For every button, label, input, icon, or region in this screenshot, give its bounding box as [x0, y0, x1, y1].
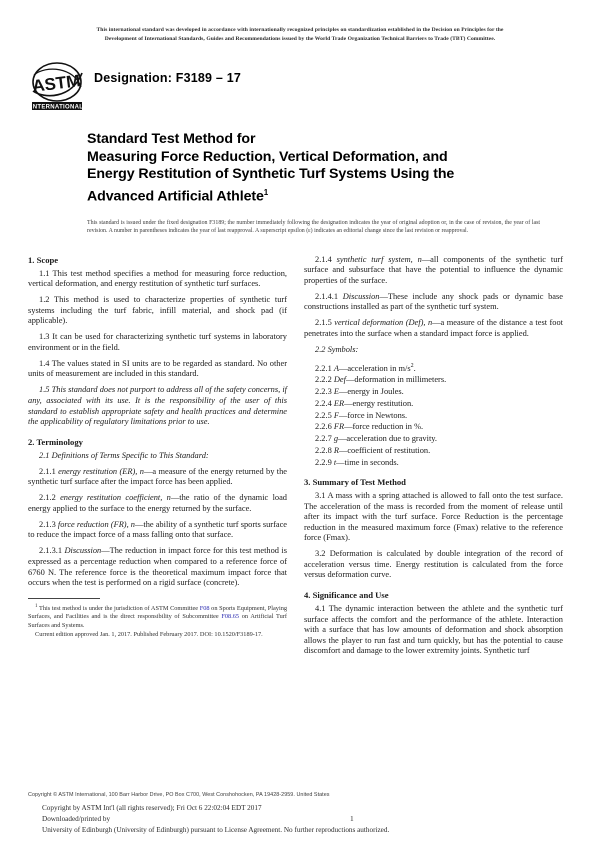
heading-section-4: 4. Significance and Use	[304, 589, 389, 600]
watermark-line-1: Copyright by ASTM Int'l (all rights reserved); Fri Oct 6 22:02:04 EDT 2017	[42, 804, 262, 812]
symbol-definition: —force reduction in %.	[344, 422, 424, 432]
page-footer	[28, 791, 572, 836]
symbol-tail: .	[413, 363, 416, 373]
clause-number: 2.1.1	[39, 466, 56, 476]
discussion-text: —These include any shock pads or dynamic base constructions installed as part of the synthetic turf system.	[304, 291, 563, 312]
symbol-definition: —coefficient of restitution.	[338, 445, 431, 455]
clause-number: 2.1.4	[315, 254, 332, 264]
symbol-definition: —energy in Joules.	[338, 387, 404, 397]
symbol: ER	[333, 398, 345, 408]
term: energy restitution (ER), n	[58, 466, 144, 476]
symbol-definition: —acceleration due to gravity.	[338, 434, 438, 444]
definition-text: —all components of the synthetic turf surface and subsurface that have the potential to influence the dynamic properties of the surface.	[304, 254, 563, 285]
page-title	[28, 131, 572, 206]
symbol-item-6	[304, 434, 563, 445]
heading-section-2: 2. Terminology	[28, 436, 83, 447]
term: force reduction (FR), n	[57, 519, 135, 529]
footnote-1	[28, 603, 287, 630]
paragraph-3-2: 3.2 Deformation is calculated by double integration of the record of acceleration versus time. Energy restitution is calculated from the force versus deformation curve.	[304, 549, 563, 580]
page-number: 1	[350, 814, 354, 823]
symbol: g	[333, 434, 339, 444]
footnote-divider	[28, 598, 100, 599]
title-line-4	[87, 184, 572, 206]
paragraph-2-1-3	[28, 520, 287, 541]
heading-section-1: 1. Scope	[28, 254, 59, 265]
footnote-block	[28, 598, 287, 640]
clause-number: 2.2.9	[315, 457, 332, 467]
footnote-2: Current edition approved Jan. 1, 2017. Published February 2017. DOI: 10.1520/F3189-17.	[35, 630, 263, 638]
clause-number: 2.2.6	[315, 422, 332, 432]
clause-number: 2.2.8	[315, 445, 332, 455]
symbol: Def	[333, 375, 346, 385]
term: synthetic turf system, n	[336, 254, 422, 264]
footnote-text-b: on Sports Equipment, Playing Surfaces, and Facilities and is the direct responsibility of Subcommittee	[28, 604, 287, 621]
paragraph-2-1-5	[304, 318, 563, 339]
definition-text: —the ratio of the dynamic load energy applied to the surface to the energy returned by the surface.	[28, 493, 287, 513]
paragraph-2-1-1	[28, 467, 287, 488]
clause-number: 2.1.3.1	[39, 546, 63, 556]
subcommittee-link-f0865[interactable]: F08.65	[221, 613, 240, 621]
svg-text:ASTM: ASTM	[31, 71, 82, 96]
clause-number: 2.1.5	[315, 318, 332, 328]
license-watermark	[28, 803, 572, 836]
clause-number: 2.1.2	[39, 493, 56, 503]
symbol-definition: —deformation in millimeters.	[345, 375, 447, 385]
footnote-text-c: on Artificial Turf Surfaces and Systems.	[28, 613, 287, 629]
footnote-marker: 1	[35, 603, 38, 609]
watermark-line-3: University of Edinburgh (University of Edinburgh) pursuant to License Agreement. No further reproductions authorized.	[42, 826, 390, 834]
clause-number: 2.2.3	[315, 387, 332, 397]
symbol-item-3	[304, 399, 563, 410]
footnote-text-a: This test method is under the jurisdiction of ASTM Committee	[37, 604, 200, 612]
symbol-item-8	[304, 458, 563, 469]
wto-notice	[34, 26, 566, 44]
discussion-label: Discussion	[342, 291, 380, 301]
symbol-definition: —time in seconds.	[336, 457, 399, 467]
wto-notice-line-2: Development of International Standards, Guides and Recommendations issued by the World Trade Organization Technical Barriers to Trade (TBT) Committee.	[104, 36, 496, 42]
paragraph-2-2: 2.2 Symbols:	[315, 344, 359, 354]
clause-number: 2.2.2	[315, 375, 332, 385]
paragraph-3-1: 3.1 A mass with a spring attached is allowed to fall onto the test surface. The acceleration of the mass is recorded from the moment of release until after its impact with the turf surface. Force Reduction is the percentage reduction in the measured maximum force (Fmax) relative to the reference force (Fmax).	[304, 491, 563, 543]
paragraph-2-1: 2.1 Definitions of Terms Specific to This Standard:	[39, 450, 209, 460]
clause-number: 2.1.4.1	[315, 291, 339, 301]
symbol-definition: —force in Newtons.	[338, 410, 408, 420]
paragraph-2-1-2	[28, 493, 287, 514]
definition-text: —a measure of the energy returned by the synthetic turf surface after the impact force has been applied.	[28, 466, 288, 487]
symbol-item-1	[304, 375, 563, 386]
heading-section-3: 3. Summary of Test Method	[304, 477, 406, 488]
paragraph-1-3: 1.3 It can be used for characterizing synthetic turf systems in laboratory environment or in the field.	[28, 332, 287, 352]
paragraph-4-1: 4.1 The dynamic interaction between the athlete and the synthetic turf surface affects the comfort and the performance of the athlete. Interaction with a surface that has low amounts of deformation and shock absorption allows the player to run fast and turn quickly, but has the potential to cause discomfort and damage to the lower extremity joints. Synthetic turf	[304, 603, 563, 656]
issued-under-note: This standard is issued under the fixed designation F3189; the number immediately following the designation indicates the year of original adoption or, in the case of revision, the year of last revision. A number in parentheses indicates the year of last reapproval. A superscript epsilon (ε) indicates an editorial change since the last revision or reapproval.	[87, 220, 540, 235]
clause-number: 2.1.3	[39, 519, 56, 529]
symbol-item-2	[304, 387, 563, 398]
title-line-1: Standard Test Method for	[87, 131, 256, 147]
definition-text: —a measure of the distance a test foot penetrates into the surface when a standard impact force is applied.	[304, 318, 563, 338]
paragraph-2-1-4-1	[304, 292, 563, 313]
term: energy restitution coefficient, n	[60, 493, 171, 503]
left-column	[28, 255, 287, 657]
discussion-label: Discussion	[64, 546, 102, 556]
symbol: t	[333, 457, 337, 467]
copyright-notice: Copyright © ASTM International, 100 Barr Harbor Drive, PO Box C700, West Conshohocken, PA 19428-2959. United States	[28, 792, 330, 798]
paragraph-2-1-3-1	[28, 546, 287, 588]
symbol-superscript: 2	[410, 362, 414, 369]
body-columns	[28, 255, 572, 657]
designation-label: Designation: F3189 – 17	[94, 71, 242, 85]
watermark-line-2: Downloaded/printed by	[42, 815, 111, 823]
title-footnote-marker: 1	[263, 187, 269, 197]
definition-text: —the ability of a synthetic turf sports surface to reduce the impact force of a mass falling onto that surface.	[28, 519, 288, 540]
paragraph-1-5: 1.5 This standard does not purport to address all of the safety concerns, if any, associated with its use. It is the responsibility of the user of this standard to establish appropriate safety and health practices and determine the applicability of regulatory limitations prior to use.	[28, 385, 287, 427]
symbol-item-7	[304, 446, 563, 457]
discussion-text: —The reduction in impact force for this test method is expressed as a percentage reduction when compared to a reference force of 6760 N. The reference force is the theoretical maximum impact force that occurs when the test is performed on a rigid surface (concrete).	[28, 546, 288, 588]
paragraph-1-1: 1.1 This test method specifies a method for measuring force reduction, vertical deformation, and energy restitution of synthetic turf surfaces.	[28, 268, 287, 289]
committee-link-f08[interactable]: F08	[199, 604, 210, 612]
symbol-definition: —energy restitution.	[344, 398, 414, 408]
clause-number: 2.2.4	[315, 398, 332, 408]
term: vertical deformation (Def), n	[334, 318, 433, 328]
symbol: R	[333, 445, 339, 455]
title-line-2: Measuring Force Reduction, Vertical Deformation, and	[87, 148, 448, 165]
clause-number: 2.2.5	[315, 410, 332, 420]
right-column	[304, 255, 563, 657]
symbol: F	[333, 410, 339, 420]
title-line-3: Energy Restitution of Synthetic Turf Systems Using the	[87, 166, 455, 183]
symbol: E	[333, 387, 339, 397]
symbol-definition: —acceleration in m/s	[338, 363, 411, 373]
title-line-4-text: Advanced Artificial Athlete	[87, 188, 264, 205]
symbol: A	[333, 363, 339, 373]
clause-number: 2.2.1	[315, 363, 332, 373]
wto-notice-line-1: This international standard was developed in accordance with internationally recognized principles on standardization established in the Decision on Principles for the	[96, 27, 504, 33]
astm-logo-icon	[28, 61, 86, 111]
symbol-item-0	[304, 361, 563, 374]
svg-text:INTERNATIONAL: INTERNATIONAL	[30, 104, 84, 111]
symbol-item-5	[304, 422, 563, 433]
paragraph-1-4: 1.4 The values stated in SI units are to be regarded as standard. No other units of measurement are included in this standard.	[28, 358, 287, 379]
symbol: FR	[333, 422, 345, 432]
designation-row	[28, 61, 572, 113]
paragraph-1-2: 1.2 This method is used to characterize properties of synthetic turf systems including the turf fabric, infill material, and shock pad (if applicable).	[28, 295, 287, 326]
paragraph-2-1-4	[304, 255, 563, 287]
clause-number: 2.2.7	[315, 434, 332, 444]
symbol-item-4	[304, 411, 563, 422]
